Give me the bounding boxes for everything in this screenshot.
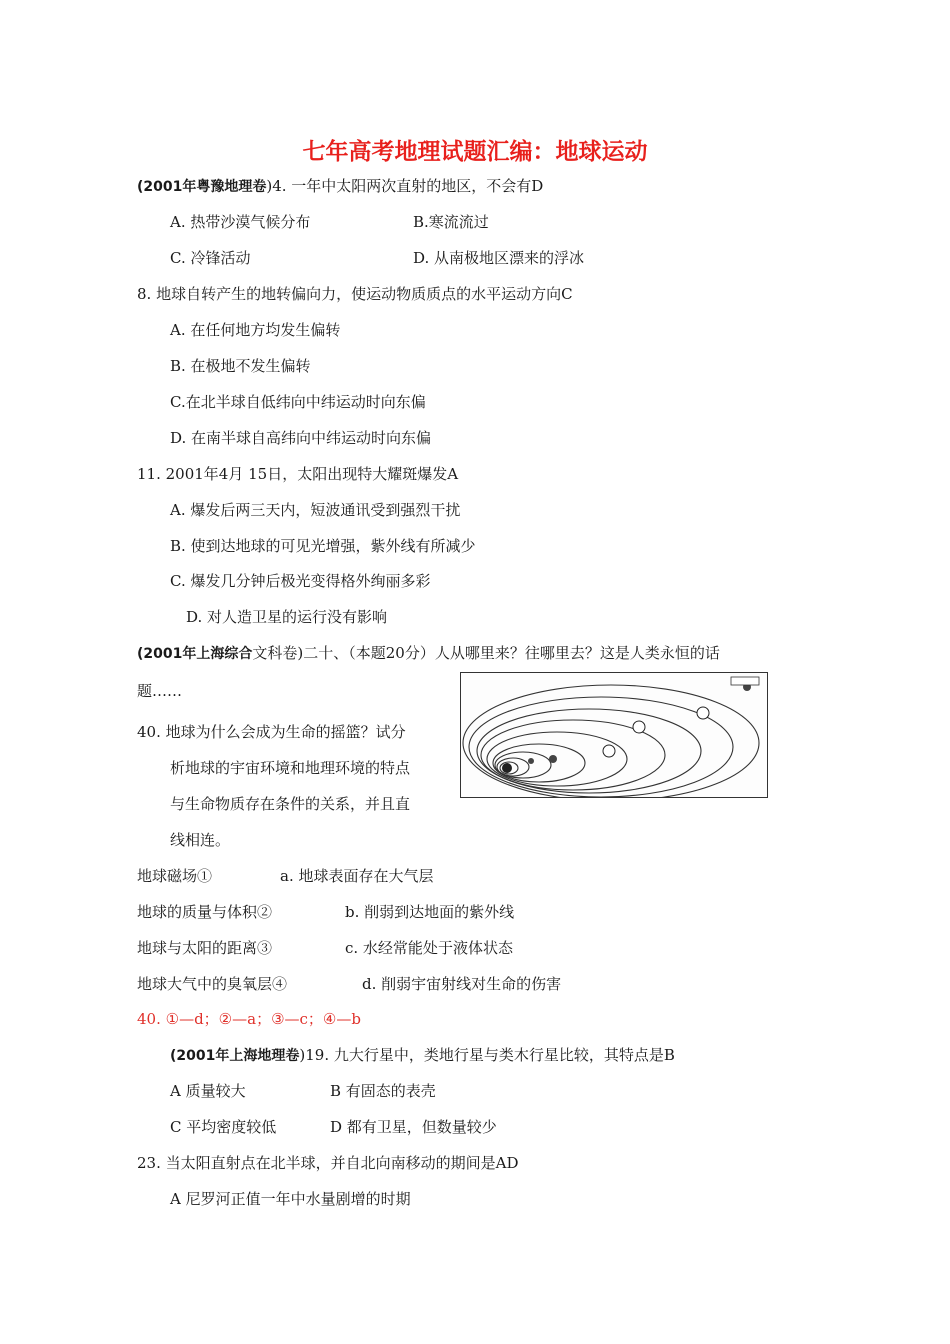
q11-stem: 11. 2001年4月 15日，太阳出现特大耀斑爆发A (137, 465, 459, 483)
q19-option-c: C 平均密度较低 (170, 1118, 277, 1136)
q4-option-a: A. 热带沙漠气候分布 (170, 213, 311, 231)
q40-stem-line1: 40. 地球为什么会成为生命的摇篮？试分 (137, 723, 406, 741)
page-title: 七年高考地理试题汇编：地球运动 (302, 139, 648, 165)
solar-orbits-illustration (461, 673, 767, 797)
q11-option-a: A. 爆发后两三天内，短波通讯受到强烈干扰 (170, 501, 461, 519)
match-left-4: 地球大气中的臭氧层④ (137, 975, 288, 993)
q19-option-b: B 有固态的表壳 (330, 1082, 436, 1100)
q40-stem-line4: 线相连。 (170, 831, 231, 849)
match-left-2: 地球的质量与体积② (137, 903, 273, 921)
q20-line (137, 643, 720, 664)
q11-option-c: C. 爆发几分钟后极光变得格外绚丽多彩 (170, 572, 431, 590)
q19-option-a: A 质量较大 (170, 1082, 246, 1100)
q40-stem-line2: 析地球的宇宙环境和地理环境的特点 (170, 759, 411, 777)
q8-option-b: B. 在极地不发生偏转 (170, 357, 311, 375)
match-left-3: 地球与太阳的距离③ (137, 939, 273, 957)
q4-option-c: C. 冷锋活动 (170, 249, 251, 267)
q8-stem: 8. 地球自转产生的地转偏向力，使运动物质质点的水平运动方向C (137, 285, 573, 303)
q8-option-a: A. 在任何地方均发生偏转 (170, 321, 341, 339)
q20-source: (2001年上海综合 (137, 646, 253, 662)
q19-line (170, 1045, 675, 1066)
q4-option-d: D. 从南极地区漂来的浮冰 (413, 249, 585, 267)
q20-stem-continued: 题…… (137, 682, 183, 700)
q23-stem: 23. 当太阳直射点在北半球，并自北向南移动的期间是AD (137, 1154, 519, 1172)
q23-option-a: A 尼罗河正值一年中水量剧增的时期 (170, 1190, 411, 1208)
match-right-d: d. 削弱宇宙射线对生命的伤害 (362, 975, 562, 993)
q4-line (137, 176, 543, 197)
q11-option-d: D. 对人造卫星的运行没有影响 (186, 608, 388, 626)
q4-option-b: B.寒流流过 (413, 213, 489, 231)
match-left-1: 地球磁场① (137, 867, 213, 885)
match-right-a: a. 地球表面存在大气层 (280, 867, 434, 885)
q40-stem-line3: 与生命物质存在条件的关系，并且直 (170, 795, 411, 813)
q19-option-d: D 都有卫星，但数量较少 (330, 1118, 497, 1136)
q20-stem: 文科卷)二十、（本题20分）人从哪里来？往哪里去？这是人类永恒的话 (252, 644, 720, 662)
match-right-c: c. 水经常能处于液体状态 (345, 939, 513, 957)
q4-stem: )4. 一年中太阳两次直射的地区，不会有D (266, 177, 544, 195)
q8-option-d: D. 在南半球自高纬向中纬运动时向东偏 (170, 429, 432, 447)
q8-option-c: C.在北半球自低纬向中纬运动时向东偏 (170, 393, 426, 411)
q40-answer: 40. ①—d；②—a；③—c；④—b (137, 1010, 361, 1028)
solar-system-figure (460, 672, 768, 798)
match-right-b: b. 削弱到达地面的紫外线 (345, 903, 515, 921)
q19-stem: )19. 九大行星中，类地行星与类木行星比较，其特点是B (299, 1046, 675, 1064)
q4-source: (2001年粤豫地理卷 (137, 179, 267, 195)
q19-source: (2001年上海地理卷 (170, 1048, 300, 1064)
q11-option-b: B. 使到达地球的可见光增强，紫外线有所减少 (170, 537, 476, 555)
